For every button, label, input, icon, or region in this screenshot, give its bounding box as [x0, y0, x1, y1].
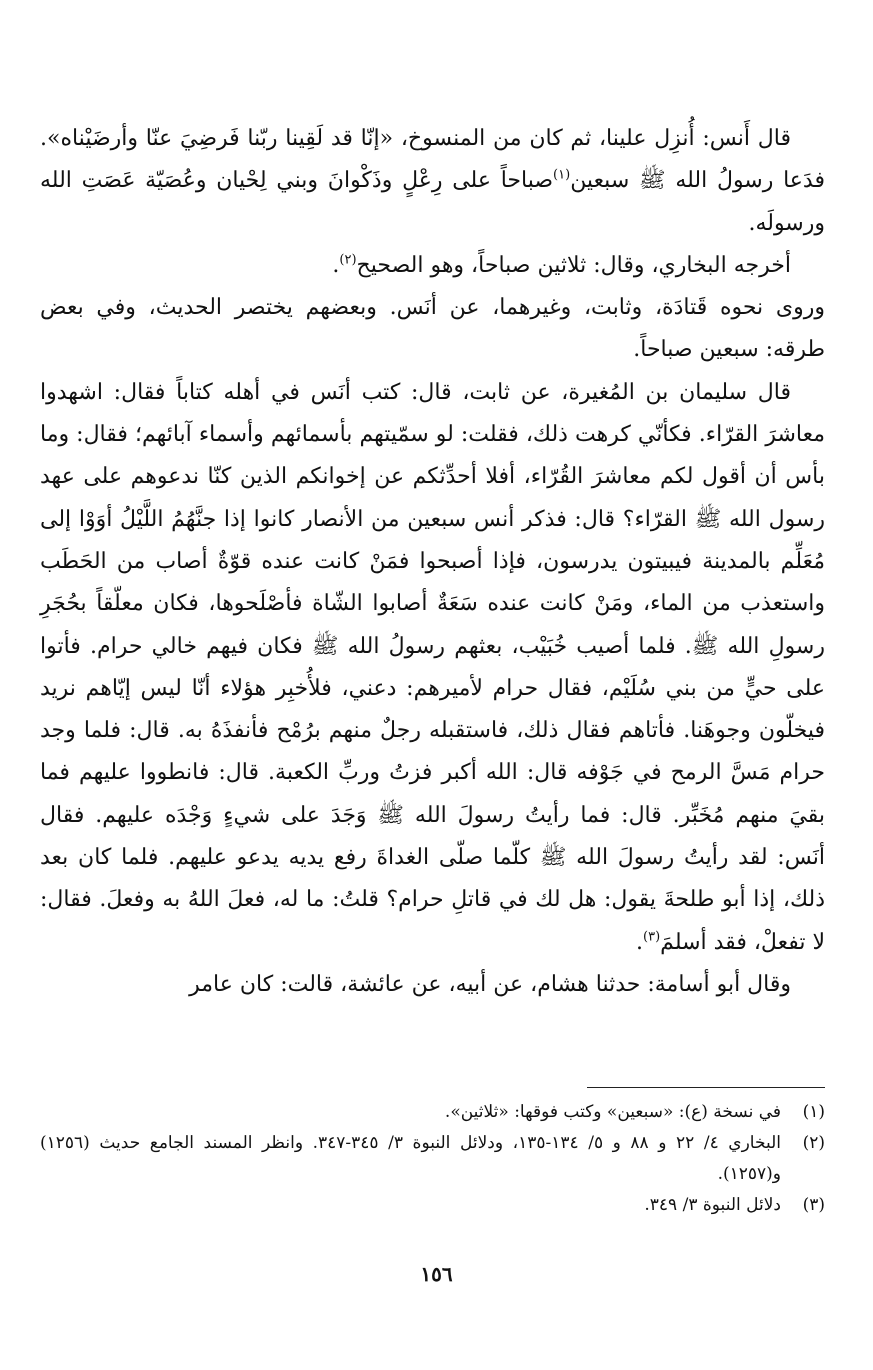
paragraph-text-continued: صباحاً على رِعْلٍ وذَكْوانَ وبني لِحْيان وعُصَيّة عَصَتِ الله ورسولَه. — [40, 168, 825, 236]
footnote-1 — [40, 1097, 825, 1128]
paragraph-4 — [40, 372, 825, 964]
paragraph-text: أخرجه البخاري، وقال: ثلاثين صباحاً، وهو الصحيح — [356, 252, 791, 278]
footnote-number: (٣) — [802, 1195, 825, 1215]
footnote-marker: (٢) — [339, 252, 357, 268]
footnotes — [40, 1097, 825, 1221]
footnote-number: (٢) — [802, 1133, 825, 1153]
main-text — [40, 118, 825, 1006]
footnote-marker: (٣) — [643, 929, 661, 945]
paragraph-5 — [40, 964, 825, 1006]
paragraph-text-continued: . — [332, 252, 340, 278]
footnote-marker: (١) — [553, 167, 571, 183]
paragraph-text: وروى نحوه قَتادَة، وثابت، وغيرهما، عن أنَس. وبعضهم يختصر الحديث، وفي بعض طرقه: سبعين صباحاً. — [40, 295, 825, 363]
footnote-2 — [40, 1128, 825, 1190]
paragraph-text: قال سليمان بن المُغيرة، عن ثابت، قال: كتب أنَس في أهله كتاباً فقال: اشهدوا معاشرَ القرّاء. فكأنّي كرهت ذلك، فقلت: لو سمّيتهم بأسمائهم وأسماء آبائهم؛ فقال: وما بأس أن أقول لكم معاشرَ القُرّاء، أفلا أحدِّثكم عن إخوانكم الذين كنّا ندعوهم على عهد رسول الله ﷺ القرّاء؟ قال: فذكر أنس سبعين من الأنصار كانوا إذا جنَّهُمُ اللَّيْلُ أوَوْا إلى مُعَلِّم بالمدينة فيبيتون يدرسون، فإذا أصبحوا فمَنْ كانت عنده قوّةٌ أصاب من الحَطَب واستعذب من الماء، ومَنْ كانت عنده سَعَةٌ أصابوا الشّاة فأصْلَحوها، فكان معلّقاً بحُجَرِ رسولِ الله ﷺ. فلما أصيب خُبَيْب، بعثهم رسولُ الله ﷺ فكان فيهم خالي حرام. فأتوا على حيٍّ من بني سُلَيْم، فقال حرام لأميرهم: دعني، فلأُخبِر هؤلاء أنّا ليس إيّاهم نريد فيخلّون وجوهَنا. فأتاهم فقال ذلك، فاستقبله رجلٌ منهم برُمْح فأنفذَهُ به. قال: فلما وجد حرام مَسَّ الرمح في جَوْفه قال: الله أكبر فزتُ وربِّ الكعبة. قال: فانطووا عليهم فما بقيَ منهم مُخَبِّر. قال: فما رأيتُ رسولَ الله ﷺ وَجَدَ على شيءٍ وَجْدَه عليهم. فقال أنَس: لقد رأيتُ رسولَ الله ﷺ كلّما صلّى الغداةَ رفع يديه يدعو عليهم. فلما كان بعد ذلك، إذا أبو طلحةَ يقول: هل لك في قاتلِ حرام؟ قلتُ: ما له، فعلَ اللهُ به وفعلَ. فقال: لا تفعلْ، فقد أسلمَ — [40, 379, 825, 955]
paragraph-text: وقال أبو أسامة: حدثنا هشام، عن أبيه، عن عائشة، قالت: كان عامر — [189, 971, 791, 997]
paragraph-2 — [40, 245, 825, 287]
page-number: ١٥٦ — [420, 1262, 453, 1286]
paragraph-text: قال أَنس: أُنزِل علينا، ثم كان من المنسوخ، «إنّا قد لَقِينا ربّنا فَرضِيَ عنّا وأرضَيْناه». فدَعا رسولُ الله ﷺ سبعين — [40, 126, 825, 194]
footnote-text: دلائل النبوة ٣/ ٣٤٩. — [644, 1195, 781, 1215]
footnote-number: (١) — [802, 1102, 825, 1122]
footnote-3 — [40, 1190, 825, 1221]
footnote-text: في نسخة (ع): «سبعين» وكتب فوقها: «ثلاثين». — [444, 1102, 781, 1122]
paragraph-3 — [40, 287, 825, 372]
paragraph-1 — [40, 118, 825, 245]
footnote-text: البخاري ٤/ ٢٢ و ٨٨ و ٥/ ١٣٤-١٣٥، ودلائل النبوة ٣/ ٣٤٥-٣٤٧. وانظر المسند الجامع حديث (١٢٥٦) و(١٢٥٧). — [40, 1133, 781, 1184]
paragraph-text-continued: . — [636, 929, 644, 955]
